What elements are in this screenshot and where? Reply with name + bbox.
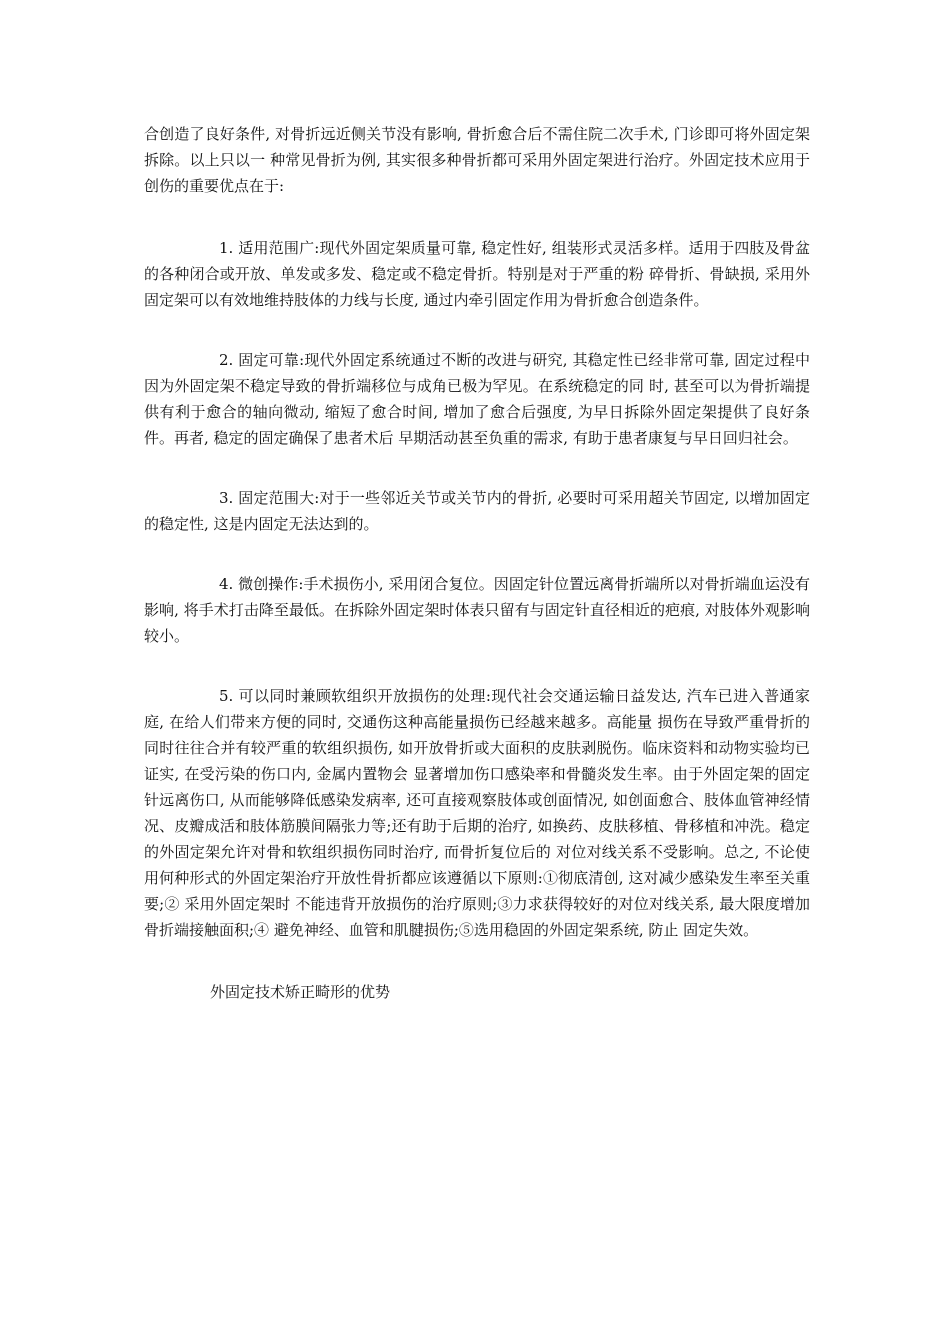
advantage-paragraph-3: 3. 固定范围大:对于一些邻近关节或关节内的骨折, 必要时可采用超关节固定, 以增加固定的稳定性, 这是内固定无法达到的。 <box>144 489 810 533</box>
advantage-paragraph-2: 2. 固定可靠:现代外固定系统通过不断的改进与研究, 其稳定性已经非常可靠, 固定过程中因为外固定架不稳定导致的骨折端移位与成角已极为罕见。在系统稳定的同 时, 甚至可以为骨折端提供有利于愈合的轴向微动, 缩短了愈合时间, 增加了愈合后强度, 为早日拆除外固定架提供了良好条件。再者, 稳定的固定确保了患者术后 早期活动甚至负重的需求, 有助于患者康复与早日回归社会。 <box>144 351 810 447</box>
intro-paragraph: 合创造了良好条件, 对骨折远近侧关节没有影响, 骨折愈合后不需住院二次手术, 门诊即可将外固定架拆除。以上只以一 种常见骨折为例, 其实很多种骨折都可采用外固定架进行治疗。外固定技术应用于创伤的重要优点在于: <box>144 125 810 195</box>
section-heading: 外固定技术矫正畸形的优势 <box>210 983 391 1001</box>
advantage-paragraph-4: 4. 微创操作:手术损伤小, 采用闭合复位。因固定针位置远离骨折端所以对骨折端血运没有影响, 将手术打击降至最低。在拆除外固定架时体表只留有与固定针直径相近的疤痕, 对肢体外观影响较小。 <box>144 575 810 645</box>
advantage-paragraph-5: 5. 可以同时兼顾软组织开放损伤的处理:现代社会交通运输日益发达, 汽车已进入普通家庭, 在给人们带来方便的同时, 交通伤这种高能量损伤已经越来越多。高能量 损伤在导致严重骨折的同时往往合并有较严重的软组织损伤, 如开放骨折或大面积的皮肤剥脱伤。临床资料和动物实验均已证实, 在受污染的伤口内, 金属内置物会 显著增加伤口感染率和骨髓炎发生率。由于外固定架的固定针远离伤口, 从而能够降低感染发病率, 还可直接观察肢体或创面情况, 如创面愈合、肢体血管神经情 况、皮瓣成活和肢体筋膜间隔张力等;还有助于后期的治疗, 如换药、皮肤移植、骨移植和冲洗。稳定的外固定架允许对骨和软组织损伤同时治疗, 而骨折复位后的 对位对线关系不受影响。总之, 不论使用何种形式的外固定架治疗开放性骨折都应该遵循以下原则:①彻底清创, 这对减少感染发生率至关重要;② 采用外固定架时 不能违背开放损伤的治疗原则;③力求获得较好的对位对线关系, 最大限度增加骨折端接触面积;④ 避免神经、血管和肌腱损伤;⑤选用稳固的外固定架系统, 防止 固定失效。 <box>144 687 810 939</box>
document-body <box>144 121 810 1005</box>
advantage-paragraph-1: 1. 适用范围广:现代外固定架质量可靠, 稳定性好, 组装形式灵活多样。适用于四肢及骨盆的各种闭合或开放、单发或多发、稳定或不稳定骨折。特别是对于严重的粉 碎骨折、骨缺损, 采用外固定架可以有效地维持肢体的力线与长度, 通过内牵引固定作用为骨折愈合创造条件。 <box>144 239 810 309</box>
